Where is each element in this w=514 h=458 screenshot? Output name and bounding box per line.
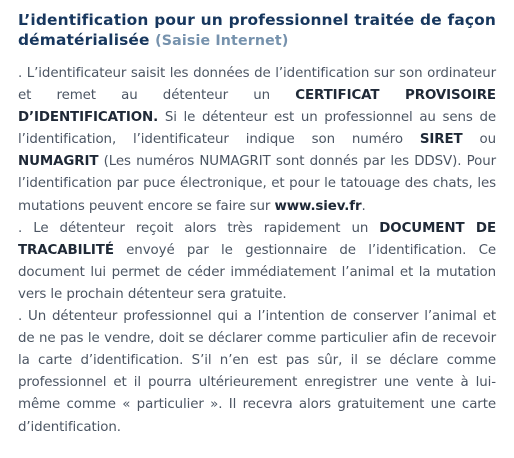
term-siret: SIRET bbox=[419, 132, 463, 148]
siev-link[interactable]: www.siev.fr bbox=[274, 198, 362, 214]
paragraph-text: . Le détenteur reçoit alors très rapidement un bbox=[18, 220, 380, 236]
paragraph-certificat bbox=[18, 63, 496, 218]
paragraph-text: ou bbox=[462, 132, 496, 148]
term-certificat-provisoire: CERTIFICAT PROVISOIRE D’IDENTIFICATION. bbox=[18, 88, 496, 126]
paragraph-text: . Un détenteur professionnel qui a l’intention de conserver l’animal et de ne pas le vendre, doit se déclarer comme particulier afin de recevoir la carte d’identification. S’il n’en est pas sûr, il se déclare comme professionnel et il pourra ultérieurement enregistrer une vente à lui-même comme « particulier ». Il recevra alors gratuitement une carte d’identification. bbox=[18, 309, 496, 435]
paragraph-text: Si le détenteur est un professionnel au sens de l’identification, l’identificateur indique son numéro bbox=[18, 110, 496, 148]
paragraph-particulier bbox=[18, 306, 496, 439]
paragraph-text: . L’identificateur saisit les données de l’identification sur son ordinateur et remet au détenteur un bbox=[18, 66, 496, 104]
title-main: L’identification pour un professionnel traitée de façon dématérialisée bbox=[18, 11, 496, 49]
title-subtitle: (Saisie Internet) bbox=[155, 33, 289, 49]
term-document-tracabilite: DOCUMENT DE TRACABILITÉ bbox=[18, 220, 496, 258]
paragraph-text: (Les numéros NUMAGRIT sont donnés par les DDSV). Pour l’identification par puce électronique, et pour le tatouage des chats, les mutations peuvent encore se faire sur bbox=[18, 154, 496, 214]
paragraph-text: envoyé par le gestionnaire de l’identification. Ce document lui permet de céder immédiatement l’animal et la mutation vers le prochain détenteur sera gratuite. bbox=[18, 242, 496, 302]
section-title bbox=[18, 10, 496, 51]
document bbox=[18, 10, 496, 439]
term-numagrit: NUMAGRIT bbox=[18, 154, 99, 170]
paragraph-tracabilite bbox=[18, 218, 496, 306]
paragraph-text: . bbox=[361, 198, 366, 214]
